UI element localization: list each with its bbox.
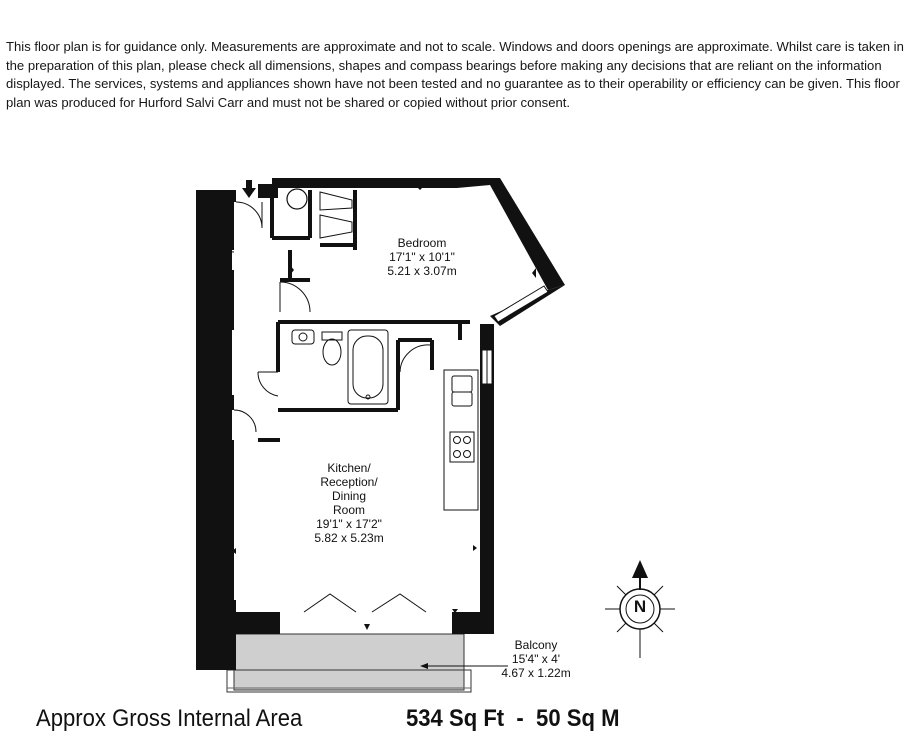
bedroom-imperial: 17'1" x 10'1" xyxy=(389,250,455,264)
kitchen-worktop xyxy=(444,370,478,510)
kitchen-imperial: 19'1" x 17'2" xyxy=(316,517,382,531)
kitchen-label xyxy=(294,461,404,545)
bedroom-metric: 5.21 x 3.07m xyxy=(387,264,457,278)
disclaimer-text: This floor plan is for guidance only. Measurements are approximate and not to scale. Windows and doors openings are approximate. Whilst care is taken in the preparation of this plan, please check all dimensions, shapes and compass bearings before making any decisions that are reliant on the information displayed. The services, systems and appliances shown have not been tested and no guarantee as to their operability or efficiency can be given. This floor plan was produced for Hurford Salvi Carr and must not be shared or copied without prior consent. xyxy=(6,39,904,110)
bedroom-name: Bedroom xyxy=(397,236,447,250)
window xyxy=(482,350,492,384)
balcony-label xyxy=(476,638,596,680)
cylinder-icon xyxy=(287,189,307,209)
bedroom-window xyxy=(494,286,548,322)
balcony-metric: 4.67 x 1.22m xyxy=(501,666,571,680)
bedroom-label xyxy=(372,236,472,278)
balcony-area xyxy=(227,634,471,692)
kitchen-name-line: Reception/ xyxy=(320,475,378,489)
kitchen-name-line: Dining xyxy=(331,489,367,503)
kitchen-metric: 5.82 x 5.23m xyxy=(314,531,384,545)
balcony-imperial: 15'4" x 4' xyxy=(511,652,561,666)
balcony-name: Balcony xyxy=(514,638,558,652)
area-label: Approx Gross Internal Area xyxy=(36,705,303,732)
kitchen-name-line: Room xyxy=(332,503,365,517)
area-value: 534 Sq Ft - 50 Sq M xyxy=(406,705,620,732)
kitchen-name-line: Kitchen/ xyxy=(327,461,371,475)
entrance-arrow-icon xyxy=(242,180,256,198)
bathroom-fittings xyxy=(292,330,388,404)
wardrobe xyxy=(320,192,352,238)
compass-letter: N xyxy=(633,597,647,616)
